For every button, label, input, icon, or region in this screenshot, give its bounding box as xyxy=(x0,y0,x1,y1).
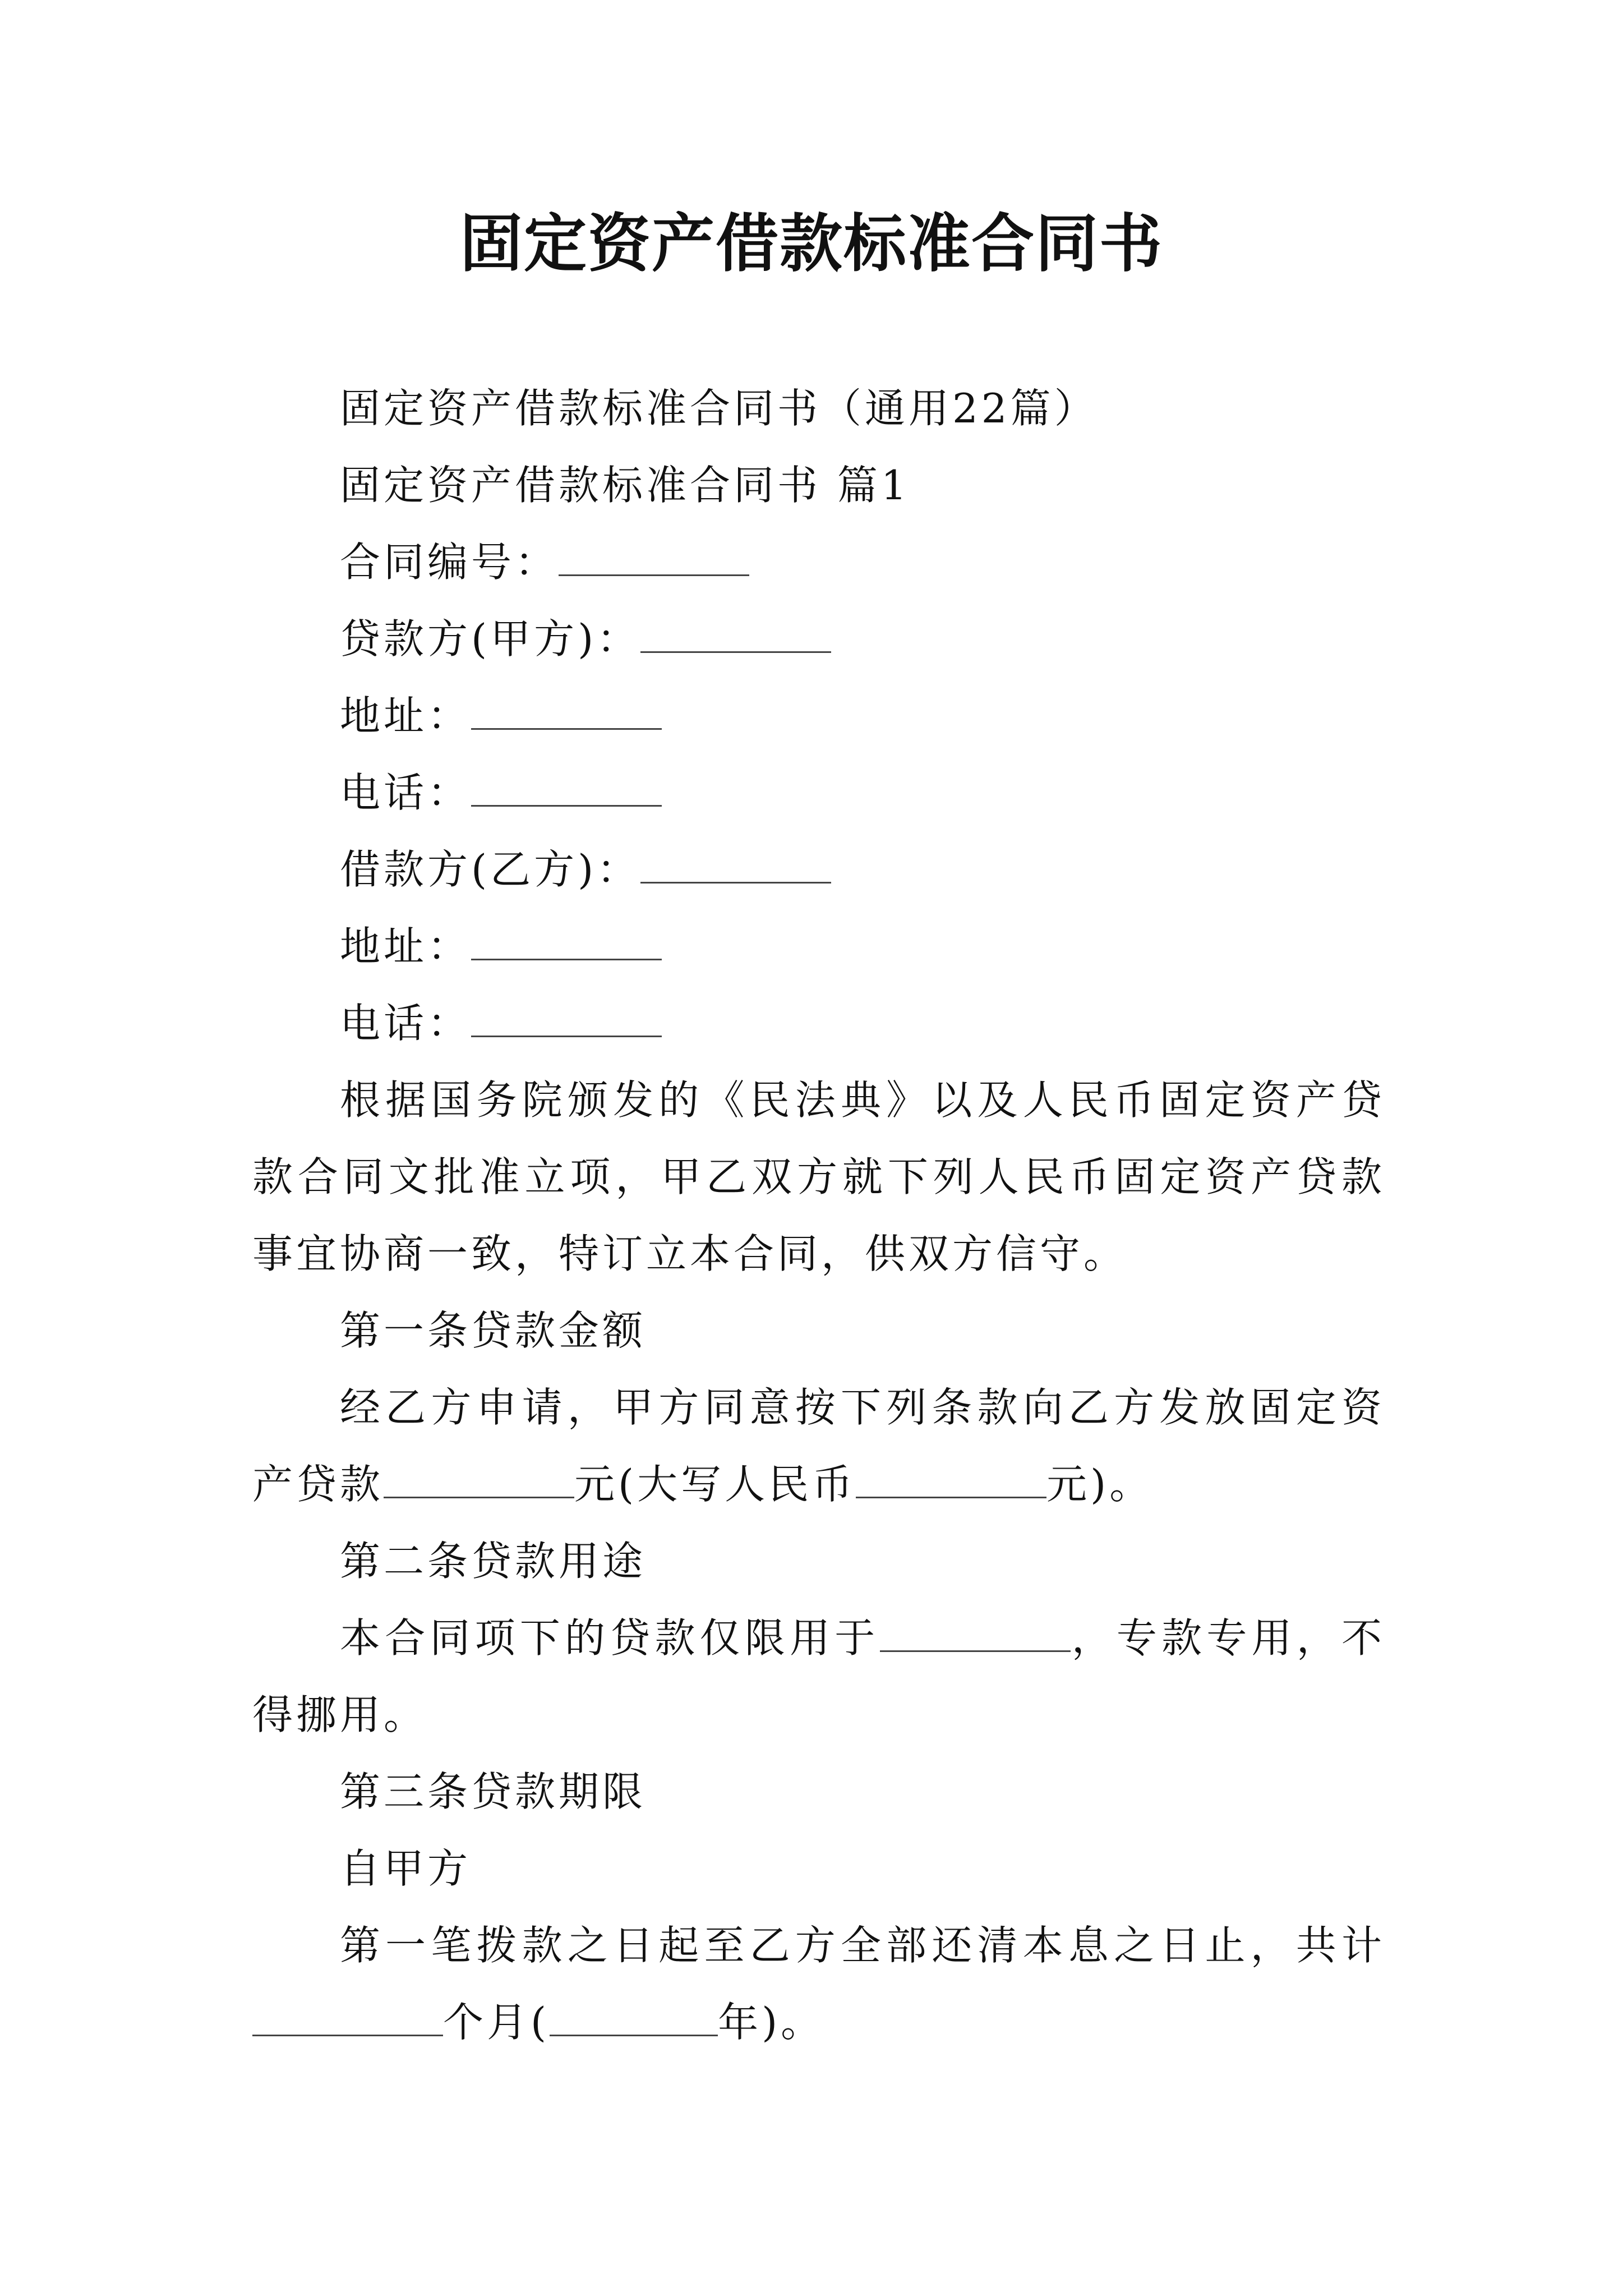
borrower-phone-field: 电话： xyxy=(252,985,1385,1062)
blank-underline xyxy=(252,2001,443,2036)
blank-underline xyxy=(640,618,831,653)
lender-phone-field: 电话： xyxy=(252,754,1385,831)
contract-number-field: 合同编号： xyxy=(252,524,1385,601)
blank-underline xyxy=(559,541,749,576)
blank-underline xyxy=(471,694,662,730)
blank-underline xyxy=(550,2001,718,2036)
blank-underline xyxy=(856,1463,1046,1498)
blank-underline xyxy=(471,1002,662,1037)
article-3-heading: 第三条贷款期限 xyxy=(340,1768,647,1815)
article-1-heading: 第一条贷款金额 xyxy=(340,1307,647,1354)
document-title: 固定资产借款标准合同书 xyxy=(460,207,1163,280)
section-heading: 固定资产借款标准合同书 篇1 xyxy=(340,462,910,509)
subtitle-line: 固定资产借款标准合同书（通用22篇） xyxy=(340,385,1098,432)
document-body xyxy=(252,370,1385,2061)
lender-address-field: 地址： xyxy=(252,678,1385,754)
borrower-address-field: 地址： xyxy=(252,908,1385,985)
blank-underline xyxy=(880,1617,1071,1652)
borrower-field: 借款方(乙方)： xyxy=(252,831,1385,908)
article-1-body: 经乙方申请，甲方同意按下列条款向乙方发放固定资产贷款 元(大写人民币 元)。 xyxy=(252,1384,1385,1508)
article-2-body: 本合同项下的贷款仅限用于 ，专款专用，不得挪用。 xyxy=(252,1614,1385,1738)
blank-underline xyxy=(640,848,831,884)
blank-underline xyxy=(384,1463,574,1498)
lender-field: 贷款方(甲方)： xyxy=(252,601,1385,678)
preamble-paragraph: 根据国务院颁发的《民法典》以及人民币固定资产贷款合同文批准立项，甲乙双方就下列人民币固定资产贷款事宜协商一致，特订立本合同，供双方信守。 xyxy=(252,1076,1385,1277)
blank-underline xyxy=(471,771,662,807)
article-2-heading: 第二条贷款用途 xyxy=(340,1538,647,1585)
article-3-body: 第一笔拨款之日起至乙方全部还清本息之日止，共计个月( 年)。 xyxy=(252,1907,1385,2061)
blank-underline xyxy=(471,925,662,960)
article-3-line: 自甲方 xyxy=(340,1845,472,1892)
